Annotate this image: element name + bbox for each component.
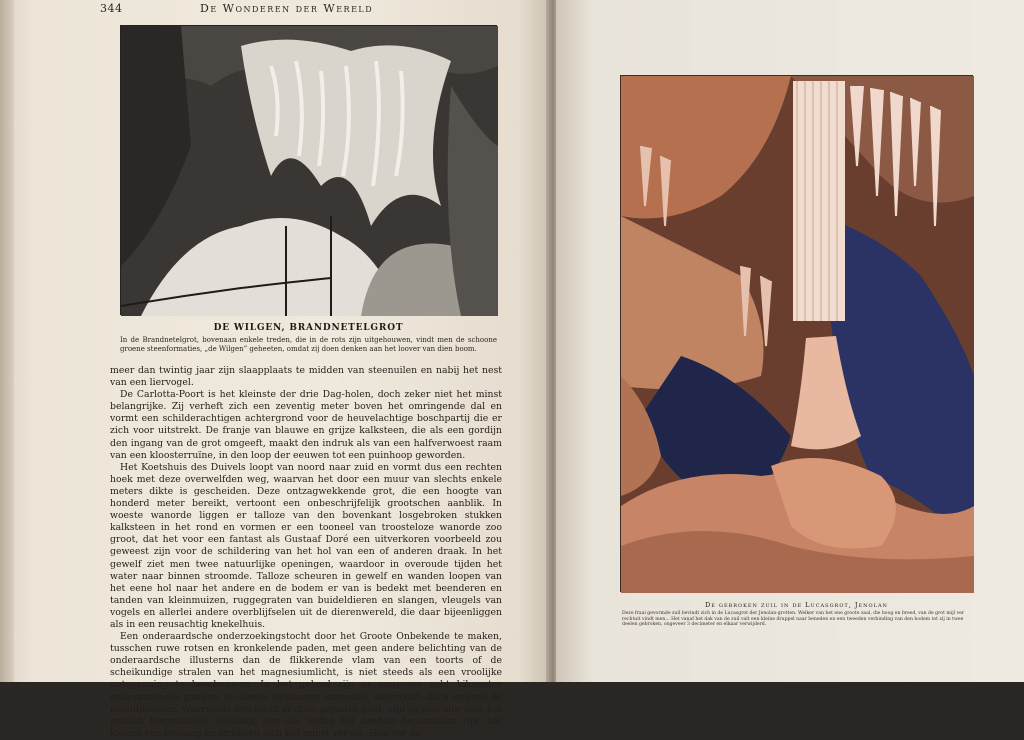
- photo-caption-text: Deze fraai gevormde zuil bevindt zich in de Lucasgrot der Jenolan-grotten. Welker van het ene groote zaal, die hoog en breed, van de grot mijl ver rechtuit vindt men... Het vanaf het dak van de zuil valt een kleine druppel naar beneden en een tweeden verbinding van den bodem tot zij in twee deelen gebroken, ongeveer 3 decimeter en elkaar verwijderd.: [622, 611, 965, 628]
- photo-caption-title: De gebroken zuil in de Lucasgrot, Jenolan: [705, 601, 888, 609]
- page-number: 344: [100, 2, 123, 15]
- running-head: [100, 2, 540, 16]
- running-title: De Wonderen der Wereld: [200, 2, 374, 15]
- photo-caption-text: In de Brandnetelgrot, bovenaan enkele treden, die in de rots zijn uitgehouwen, vindt men de schoone groene steenformaties, „de Wilgen” geheeten, omdat zij doen denken aan het loover van dien boom.: [120, 336, 497, 353]
- paragraph: De Carlotta-Poort is het kleinste der drie Dag-holen, doch zeker niet het minst belangrijke. Zij verheft zich een zeventig meter boven het omringende dal en vormt een schilderachtigen achtergrond voor de heuvelachtige boschpartij die er zich voor uitstrekt. De franje van blauwe en grijze kalksteen, die als een gordijn den ingang van de grot omgeeft, maakt den indruk als van een halfverwoest raam van een kloosterruïne, in den loop der eeuwen tot een puinhoop geworden.: [110, 389, 502, 461]
- page-edge: [0, 0, 14, 682]
- cave-photo-broken-column: [620, 75, 973, 592]
- body-text: [110, 365, 502, 739]
- paragraph: Een onderaardsche onderzoekingstocht door het Groote Onbekende te maken, tusschen ruwe rotsen en kronkelende paden, met geen andere belichting van de onderaardsche illusterns dan de flikkerende vlam van een toorts of de scheikundige stralen van het magnesiumlicht, is niet steeds als een vroolijke ontspanning te beschouwen. In het geheel zijn er ongeveer acht kilometer onderaardsche gangen, in allerlei richtingen loopende, doorzocht, doch wegens de moeilijkheden, waarmede een tocht er door gepaard gaat, zijn zij niet alle voor het publiek toegankelijk. Gelukkig zijn die, welke het slechtst begaanbaar zijn, het kleinst van omvang en strekken zich het minst ver uit. Hoe ver de: [110, 631, 502, 739]
- paragraph: meer dan twintig jaar zijn slaapplaats te midden van steenuilen en nabij het nest van een liervogel.: [110, 365, 502, 389]
- cave-photo-willows: [120, 25, 497, 315]
- photo-caption-title: DE WILGEN, BRANDNETELGROT: [213, 323, 404, 333]
- paragraph: Het Koetshuis des Duivels loopt van noord naar zuid en vormt dus een rechten hoek met deze overwelfden weg, waarvan het door een muur van slechts enkele meters dikte is gescheiden. Deze ontzagwekkende grot, die een hoogte van honderd meter bereikt, vertoont een onbeschrijfelijk grootschen aanblik. In woeste wanorde liggen er talloze van den bovenkant losgebroken stukken kalksteen in het rond en vormen er een tooneel van troosteloze wanorde zoo groot, dat het voor een fantast als Gustaaf Doré een uitverkoren voorbeeld zou geweest zijn voor de schildering van het hol van een of anderen draak. In het gewelf ziet men twee natuurlijke openingen, waardoor in overoude tijden het water naar binnen stroomde. Talloze scheuren in gewelf en wanden loopen van het eene hol naar het andere en de bodem er van is bedekt met beenderen en tanden van kleinmuizen, ruggegraten van buideldieren en slangen, vleugels van vogels en allerlei andere overblijfselen uit de dierenwereld, die daar bijeenliggen als in een reusachtig knekelhuis.: [110, 461, 502, 630]
